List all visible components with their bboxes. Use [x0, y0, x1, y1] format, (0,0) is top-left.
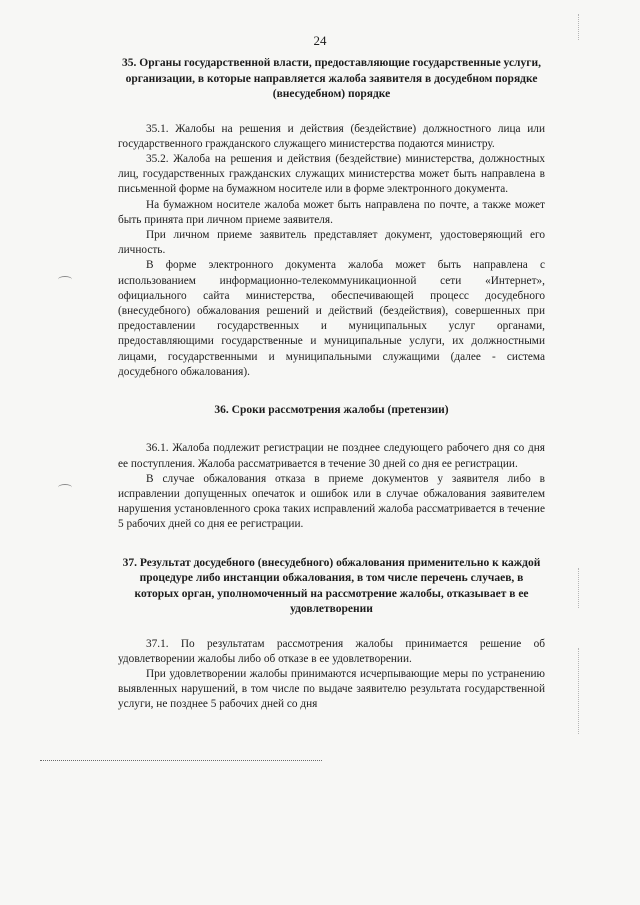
footnote-rule — [40, 760, 322, 761]
document-body — [118, 56, 545, 713]
section-35-heading: 35. Органы государственной власти, предоставляющие государственные услуги, организации, в которые направляется жалоба заявителя в досудебном порядке (внесудебном) порядке — [122, 57, 541, 100]
page-number: 24 — [313, 33, 327, 48]
paragraph-36-1: 36.1. Жалоба подлежит регистрации не позднее следующего рабочего дня со дня ее поступления. Жалоба рассматривается в течение 30 дней со дня ее регистрации. — [118, 442, 545, 470]
margin-mark — [58, 484, 72, 491]
paragraph-35-2: 35.2. Жалоба на решения и действия (бездействие) министерства, должностных лиц, государственных гражданских служащих министерства может быть направлена в письменной форме на бумажном носителе или в форме электронного документа. — [118, 152, 545, 196]
paragraph-35-paper: На бумажном носителе жалоба может быть направлена по почте, а также может быть принята при личном приеме заявителя. — [118, 198, 545, 226]
section-37-heading: 37. Результат досудебного (внесудебного) обжалования применительно к каждой процедуре либо инстанции обжалования, в том числе перечень случаев, в которых орган, уполномоченный на рассмотрение жалобы, отказывает в ее удовлетворении — [122, 556, 541, 616]
scan-artifact — [578, 14, 580, 40]
paragraph-35-1: 35.1. Жалобы на решения и действия (бездействие) должностного лица или государственного гражданского служащего министерства подаются министру. — [118, 122, 545, 150]
scan-artifact — [578, 648, 580, 734]
paragraph-37-satisfied: При удовлетворении жалобы принимаются исчерпывающие меры по устранению выявленных нарушений, в том числе по выдаче заявителю результата государственной услуги, не позднее 5 рабочих дней со дня — [118, 668, 545, 711]
paragraph-35-electronic: В форме электронного документа жалоба может быть направлена с использованием информационно-телекоммуникационной сети «Интернет», официального сайта министерства, обеспечивающей процесс досудебного (внесудебного) обжалования решений и действий (бездействия), совершенных при предоставлении государственных и муниципальных услуг органами, предоставляющими государственные и муниципальные услуги, их должностными лицами, государственными и муниципальными служащими (далее - система досудебного обжалования). — [118, 259, 545, 378]
section-36-heading: 36. Сроки рассмотрения жалобы (претензии) — [214, 403, 449, 416]
paragraph-36-refusal: В случае обжалования отказа в приеме документов у заявителя либо в исправлении допущенных опечаток и ошибок или в случае обжалования заявителем нарушения установленного срока таких исправлений жалоба рассматривается в течение 5 рабочих дней со дня ее регистрации. — [118, 472, 545, 531]
scan-artifact — [578, 568, 580, 608]
paragraph-35-personal: При личном приеме заявитель представляет документ, удостоверяющий его личность. — [118, 228, 545, 257]
margin-mark — [58, 276, 72, 283]
paragraph-37-1: 37.1. По результатам рассмотрения жалобы принимается решение об удовлетворении жалобы либо об отказе в ее удовлетворении. — [118, 637, 545, 665]
